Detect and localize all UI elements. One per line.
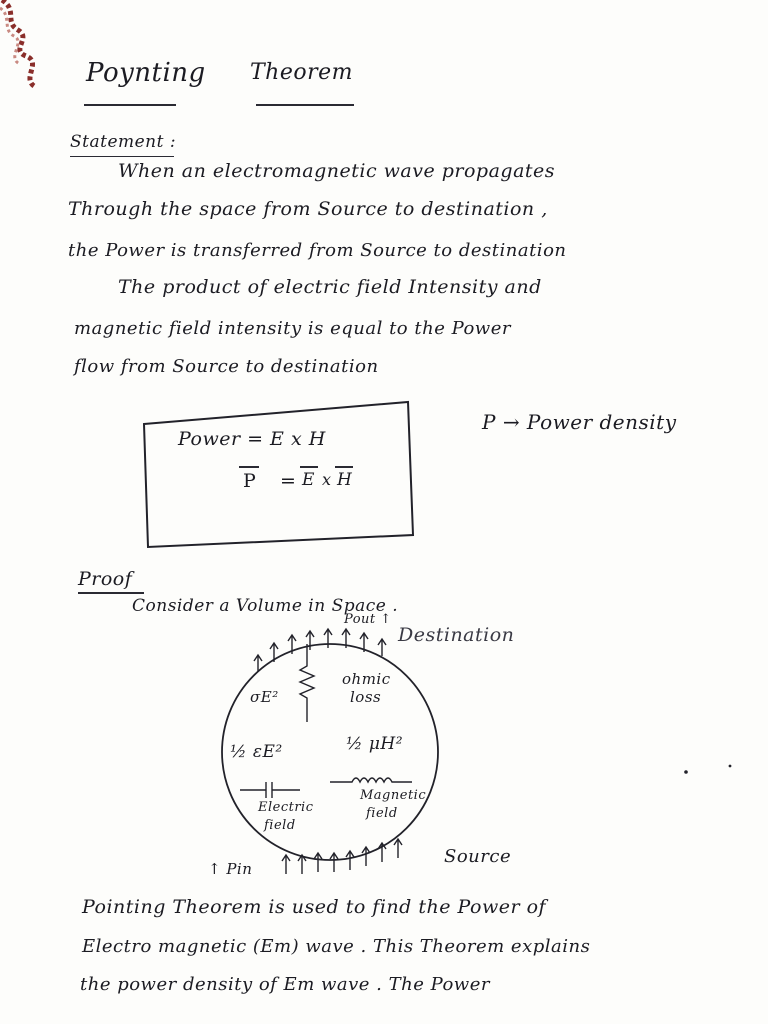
electric-label: Electric [258,800,314,815]
closing-line-3: the power density of Em wave . The Power [80,974,490,995]
pin-label: ↑ Pin [208,860,253,878]
ohmic-label: ohmic [342,670,391,688]
electric-field-label: field [264,818,296,833]
power-density-note: P → Power density [482,410,677,434]
proof-label: Proof [78,568,133,590]
statement-line-6: flow from Source to destination [74,356,379,377]
destination-label: Destination [398,624,515,646]
statement-line-2: Through the space from Source to destination , [68,198,548,220]
proof-intro: Consider a Volume in Space . [132,596,399,616]
pout-label: Pout ↑ [344,612,392,627]
heading-word-poynting: Poynting [86,58,206,88]
closing-line-1: Pointing Theorem is used to find the Power of [82,896,547,918]
magnetic-field-label: field [366,806,398,821]
magnetic-label: Magnetic [360,788,427,803]
statement-label: Statement : [70,132,177,152]
closing-line-2: Electro magnetic (Em) wave . This Theorem explains [82,936,591,957]
formula-e-vector: E [302,470,315,490]
heading-word-theorem: Theorem [250,60,354,85]
magnetic-energy-term: ½ μH² [346,734,404,754]
formula-h-vector: H [337,470,353,490]
electric-energy-term: ½ εE² [230,742,283,762]
statement-line-1: When an electromagnetic wave propagates [118,160,556,182]
statement-line-5: magnetic field intensity is equal to the Power [74,318,511,339]
formula-line-1: Power = E x H [178,428,326,450]
formula-cross: x [322,470,332,489]
formula-p-vector: P [243,470,257,492]
statement-line-4: The product of electric field Intensity and [118,276,542,298]
source-label: Source [444,846,512,867]
formula-equals: = [280,470,297,492]
sigma-e-squared: σE² [250,688,279,706]
statement-line-3: the Power is transferred from Source to destination [68,240,567,261]
loss-label: loss [350,688,382,706]
